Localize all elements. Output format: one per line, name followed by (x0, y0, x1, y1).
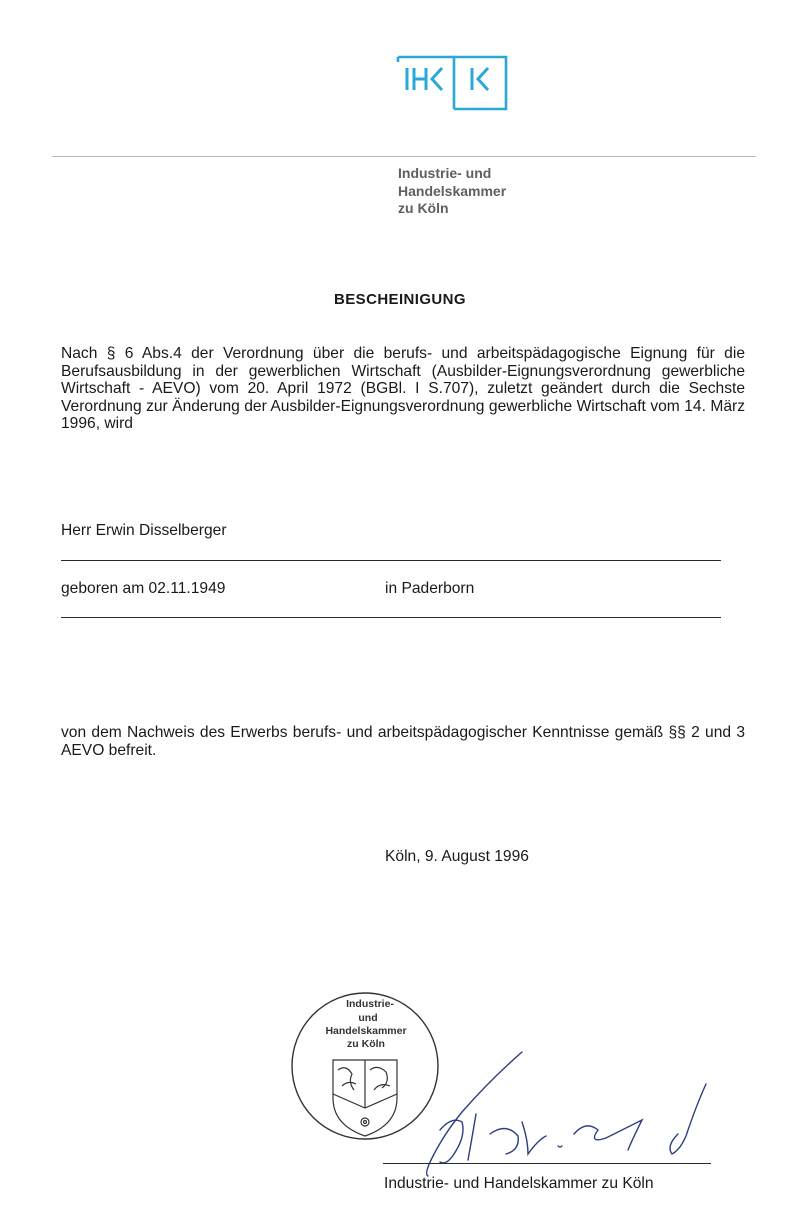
seal-line-1: Industrie- (346, 998, 394, 1010)
coat-of-arms-icon (333, 1060, 397, 1136)
seal-line-2: und (358, 1012, 378, 1024)
birth-date: geboren am 02.11.1949 (61, 580, 226, 597)
place-and-date: Köln, 9. August 1996 (385, 848, 529, 865)
intro-paragraph: Nach § 6 Abs.4 der Verordnung über die berufs- und arbeitspädagogische Eignung für die Berufsausbildung in der gewerblichen Wirtschaft (Ausbilder-Eignungsverordnung gewerbliche Wirtschaft - AEVO) vom 20. April 1972 (BGBl. I S.707), zuletzt geändert durch die Sechste Verordnung zur Änderung der Ausbilder-Eignungsverordnung gewerbliche Wirtschaft vom 14. März 1996, wird (61, 345, 745, 432)
signature-caption: Industrie- und Handelskammer zu Köln (384, 1175, 654, 1192)
org-line-3: zu Köln (398, 200, 449, 216)
recipient-name: Herr Erwin Disselberger (61, 522, 227, 539)
handwritten-signature-icon (410, 1050, 730, 1180)
exemption-paragraph: von dem Nachweis des Erwerbs berufs- und arbeitspädagogischer Kenntnisse gemäß §§ 2 und 3 AEVO befreit. (61, 724, 745, 759)
signature-line (383, 1163, 711, 1164)
birth-place: in Paderborn (385, 580, 475, 597)
seal-line-4: zu Köln (347, 1038, 385, 1050)
name-underline (61, 560, 721, 561)
birth-underline (61, 617, 721, 618)
ihk-logo-icon (396, 55, 508, 111)
seal-line-3: Handelskammer (325, 1025, 407, 1037)
document-title: BESCHEINIGUNG (334, 291, 466, 308)
org-line-2: Handelskammer (398, 182, 507, 199)
header-divider (52, 156, 756, 157)
organization-name (398, 165, 506, 218)
org-line-1: Industrie- und (398, 165, 492, 181)
